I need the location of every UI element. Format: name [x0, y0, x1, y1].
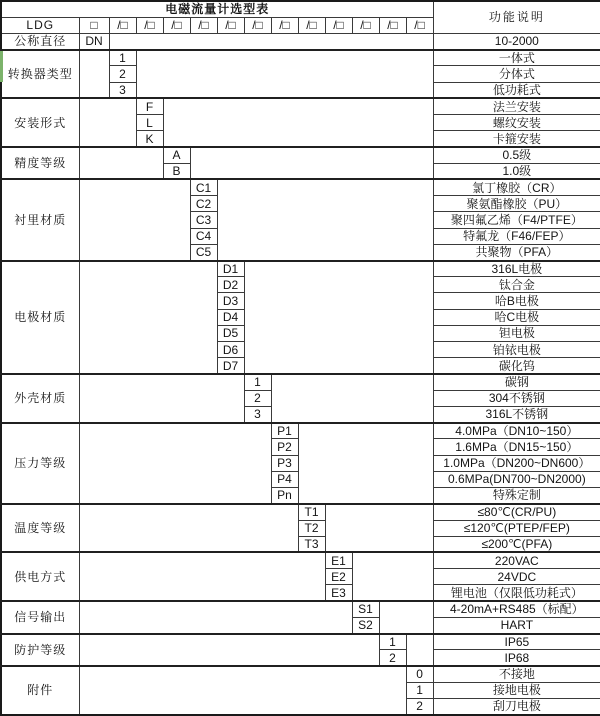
option-code: 1 [109, 50, 136, 66]
option-code: 2 [109, 66, 136, 82]
option-desc: 24VDC [433, 569, 600, 585]
option-desc: 锂电池（仅限低功耗式） [433, 585, 600, 601]
option-desc: 碳化钨 [433, 358, 600, 374]
spacer-cell [109, 33, 433, 49]
install-type-label: 安装形式 [1, 98, 79, 147]
option-code: P2 [271, 439, 298, 455]
option-desc: 卡箍安装 [433, 131, 600, 147]
option-desc: 共聚物（PFA） [433, 244, 600, 260]
spacer-cell [79, 552, 325, 601]
option-code: E2 [325, 569, 352, 585]
option-desc: 0.5级 [433, 147, 600, 163]
option-desc: ≤120℃(PTEP/FEP) [433, 520, 600, 536]
spacer-cell [79, 147, 163, 179]
option-code: F [136, 98, 163, 114]
screen-edge-artifact [0, 51, 3, 82]
option-desc: 聚四氟乙烯（F4/PTFE） [433, 212, 600, 228]
option-desc: 1.6MPa（DN15~150） [433, 439, 600, 455]
spacer-cell [379, 601, 433, 633]
option-desc: 1.0MPa（DN200~DN600） [433, 455, 600, 471]
option-desc: 聚氨酯橡胶（PU） [433, 196, 600, 212]
model-code-box: /□ [217, 17, 244, 33]
protection-grade-label: 防护等级 [1, 634, 79, 666]
model-code-box: /□ [352, 17, 379, 33]
option-desc: 4-20mA+RS485（标配） [433, 601, 600, 617]
function-description-header: 功能说明 [433, 1, 600, 33]
model-code-box: /□ [379, 17, 406, 33]
spacer-cell [217, 179, 433, 260]
option-desc: 分体式 [433, 66, 600, 82]
spacer-cell [298, 423, 433, 504]
spacer-cell [271, 374, 433, 423]
option-code: P1 [271, 423, 298, 439]
spacer-cell [79, 261, 217, 375]
housing-material-label: 外壳材质 [1, 374, 79, 423]
option-code: S2 [352, 617, 379, 633]
option-desc: 接地电极 [433, 682, 600, 698]
option-code: 2 [379, 650, 406, 666]
option-desc: 刮刀电极 [433, 698, 600, 715]
spacer-cell [79, 50, 109, 99]
model-code-box: /□ [136, 17, 163, 33]
option-code: 3 [244, 406, 271, 422]
option-desc: 碳钢 [433, 374, 600, 390]
option-code: B [163, 163, 190, 179]
spacer-cell [325, 504, 433, 553]
option-code: D5 [217, 325, 244, 341]
option-desc: 铂铱电极 [433, 342, 600, 358]
spacer-cell [79, 179, 190, 260]
option-desc: 220VAC [433, 552, 600, 568]
model-code-box: /□ [298, 17, 325, 33]
option-desc: ≤200℃(PFA) [433, 536, 600, 552]
option-code: D6 [217, 342, 244, 358]
option-desc: ≤80℃(CR/PU) [433, 504, 600, 520]
option-desc: 钛合金 [433, 277, 600, 293]
option-code: C3 [190, 212, 217, 228]
option-code: 1 [379, 634, 406, 650]
spacer-cell [79, 666, 406, 715]
lining-material-label: 衬里材质 [1, 179, 79, 260]
model-code-box: /□ [406, 17, 433, 33]
option-code: D1 [217, 261, 244, 277]
option-code: L [136, 115, 163, 131]
option-desc: 哈B电极 [433, 293, 600, 309]
option-code: E1 [325, 552, 352, 568]
option-desc: 特氟龙（F46/FEP） [433, 228, 600, 244]
nominal-diameter-desc: 10-2000 [433, 33, 600, 49]
option-desc: 螺纹安装 [433, 115, 600, 131]
spacer-cell [79, 601, 352, 633]
option-desc: 一体式 [433, 50, 600, 66]
electrode-material-label: 电极材质 [1, 261, 79, 375]
pressure-grade-label: 压力等级 [1, 423, 79, 504]
option-desc: 低功耗式 [433, 82, 600, 98]
option-desc: 1.0级 [433, 163, 600, 179]
option-code: P4 [271, 471, 298, 487]
model-code-box: /□ [109, 17, 136, 33]
option-code: 1 [406, 682, 433, 698]
option-desc: 316L不锈钢 [433, 406, 600, 422]
option-desc: 法兰安装 [433, 98, 600, 114]
option-code: 2 [406, 698, 433, 715]
spacer-cell [244, 261, 433, 375]
option-code: C5 [190, 244, 217, 260]
option-desc: 哈C电极 [433, 309, 600, 325]
option-code: C1 [190, 179, 217, 195]
option-code: 3 [109, 82, 136, 98]
spacer-cell [79, 98, 136, 147]
option-code: D3 [217, 293, 244, 309]
option-code: A [163, 147, 190, 163]
option-code: E3 [325, 585, 352, 601]
nominal-diameter-code: DN [79, 33, 109, 49]
accuracy-grade-label: 精度等级 [1, 147, 79, 179]
option-desc: 特殊定制 [433, 488, 600, 504]
option-desc: 氯丁橡胶（CR） [433, 179, 600, 195]
signal-output-label: 信号输出 [1, 601, 79, 633]
option-desc: IP68 [433, 650, 600, 666]
option-desc: HART [433, 617, 600, 633]
option-desc: 钽电极 [433, 325, 600, 341]
option-code: P3 [271, 455, 298, 471]
spacer-cell [79, 423, 271, 504]
option-code: T3 [298, 536, 325, 552]
option-desc: IP65 [433, 634, 600, 650]
option-code: D2 [217, 277, 244, 293]
spacer-cell [163, 98, 433, 147]
option-code: K [136, 131, 163, 147]
option-desc: 不接地 [433, 666, 600, 682]
spacer-cell [79, 504, 298, 553]
option-code: S1 [352, 601, 379, 617]
option-code: D4 [217, 309, 244, 325]
option-code: Pn [271, 488, 298, 504]
model-code-box: /□ [190, 17, 217, 33]
model-code-box: /□ [325, 17, 352, 33]
spacer-cell [79, 374, 244, 423]
nominal-diameter-label: 公称直径 [1, 33, 79, 49]
converter-type-label: 转换器类型 [1, 50, 79, 99]
spacer-cell [352, 552, 433, 601]
option-desc: 316L电极 [433, 261, 600, 277]
option-code: D7 [217, 358, 244, 374]
option-code: 1 [244, 374, 271, 390]
option-desc: 304不锈钢 [433, 390, 600, 406]
option-code: 0 [406, 666, 433, 682]
model-base-box: □ [79, 17, 109, 33]
model-code-box: /□ [244, 17, 271, 33]
spacer-cell [406, 634, 433, 666]
option-desc: 0.6MPa(DN700~DN2000) [433, 471, 600, 487]
model-code-box: /□ [163, 17, 190, 33]
model-prefix: LDG [1, 17, 79, 33]
option-code: T1 [298, 504, 325, 520]
spacer-cell [190, 147, 433, 179]
power-supply-label: 供电方式 [1, 552, 79, 601]
spacer-cell [79, 634, 379, 666]
temperature-grade-label: 温度等级 [1, 504, 79, 553]
table-title: 电磁流量计选型表 [1, 1, 433, 17]
spacer-cell [136, 50, 433, 99]
model-code-box: /□ [271, 17, 298, 33]
accessories-label: 附件 [1, 666, 79, 715]
option-desc: 4.0MPa（DN10~150） [433, 423, 600, 439]
option-code: C2 [190, 196, 217, 212]
option-code: C4 [190, 228, 217, 244]
option-code: 2 [244, 390, 271, 406]
option-code: T2 [298, 520, 325, 536]
